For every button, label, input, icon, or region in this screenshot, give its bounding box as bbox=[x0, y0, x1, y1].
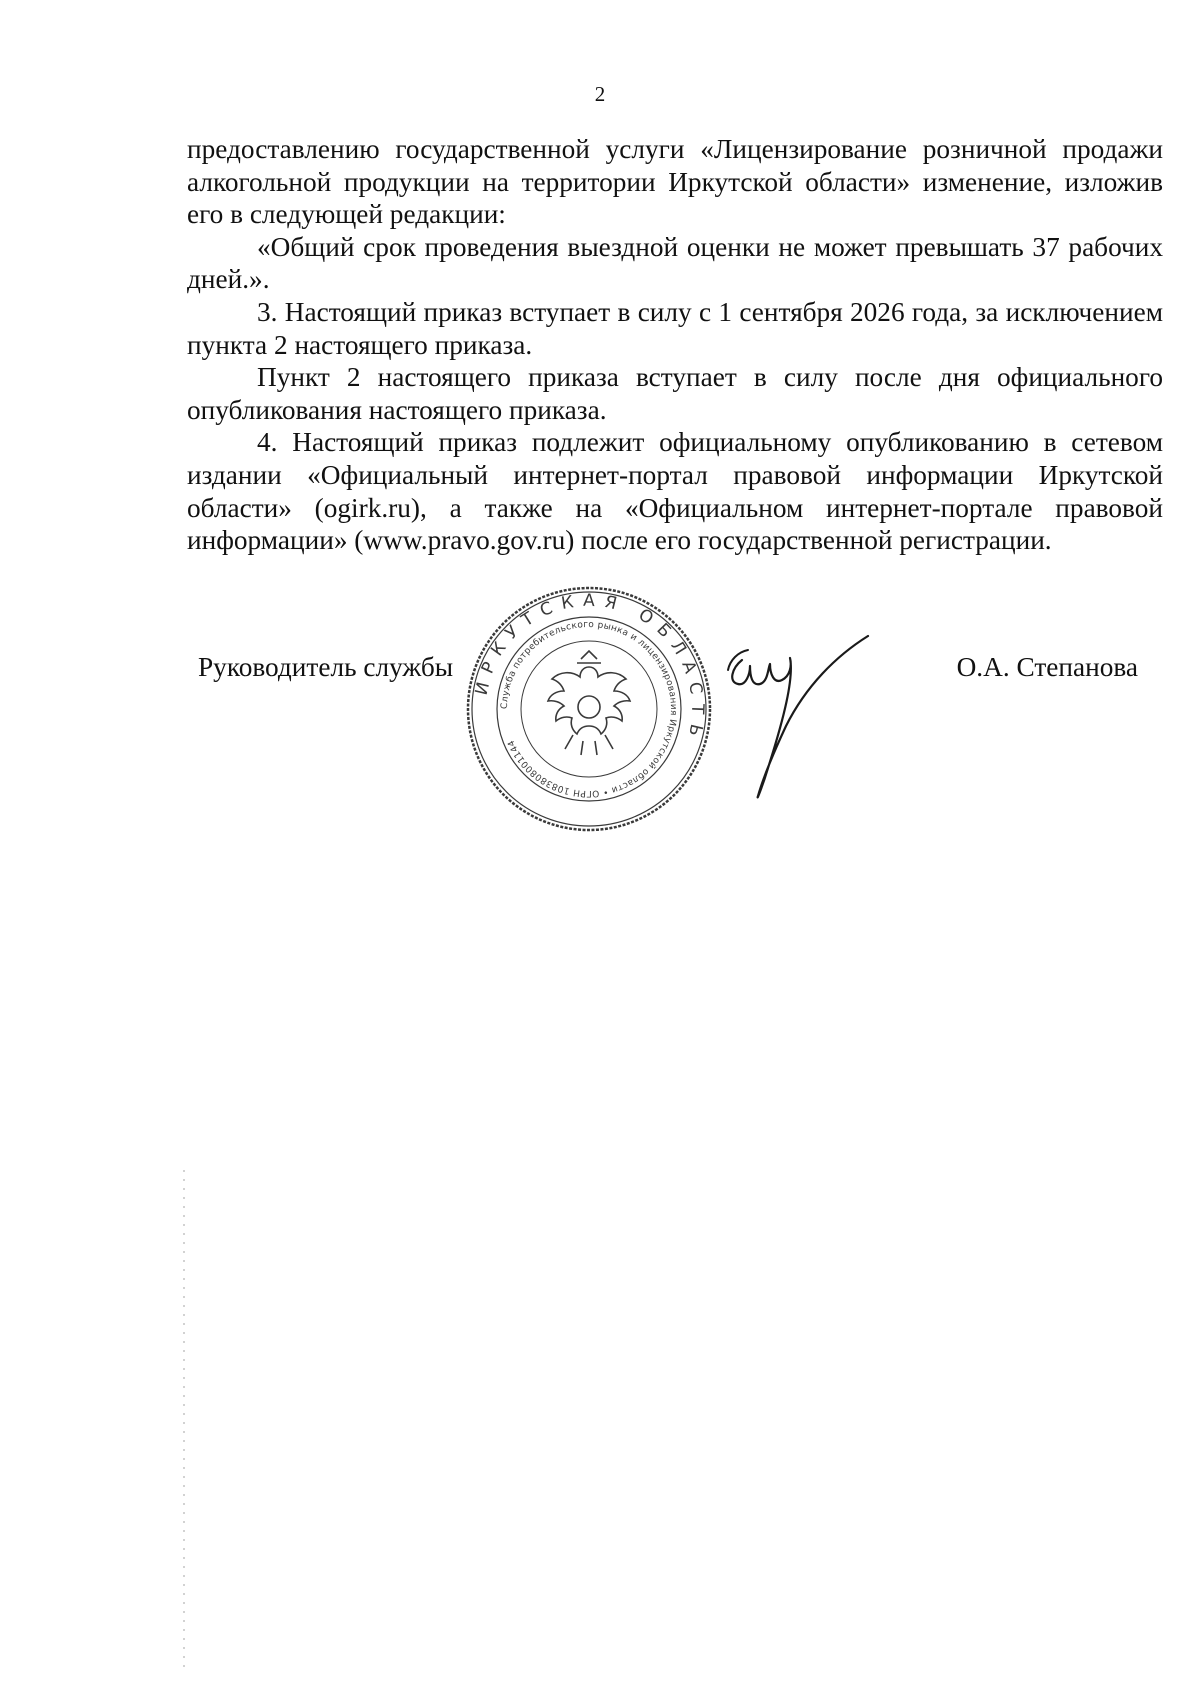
paragraph-item-4: 4. Настоящий приказ подлежит официальному опубликованию в сетевом издании «Официальный интернет-портал правовой информации Иркутской области» (ogirk.ru), а также на «Официальном интернет-портале правовой информации» (www.pravo.gov.ru) после его государственной регистрации. bbox=[187, 427, 1163, 556]
scan-margin-artifact bbox=[182, 1170, 186, 1670]
page-number: 2 bbox=[594, 82, 606, 106]
seal-outer-text: ИРКУТСКАЯ ОБЛАСТЬ bbox=[471, 590, 708, 747]
svg-text:Служба потребительского рынка bbox=[500, 620, 678, 798]
handwritten-signature bbox=[720, 630, 900, 830]
official-seal-stamp bbox=[465, 585, 713, 833]
signer-name: О.А. Степанова bbox=[956, 652, 1138, 682]
paragraph-item-3: 3. Настоящий приказ вступает в силу с 1 сентября 2026 года, за исключением пункта 2 настоящего приказа. bbox=[187, 296, 1163, 360]
paragraph-quoted-amendment: «Общий срок проведения выездной оценки не может превышать 37 рабочих дней.». bbox=[187, 231, 1163, 295]
document-body bbox=[187, 133, 1163, 557]
signer-title: Руководитель службы bbox=[198, 652, 454, 682]
paragraph-item-2-effect: Пункт 2 настоящего приказа вступает в силу после дня официального опубликования настоящего приказа. bbox=[187, 362, 1163, 425]
coat-of-arms-icon bbox=[548, 651, 630, 755]
paragraph-continuation: предоставлению государственной услуги «Лицензирование розничной продажи алкогольной продукции на территории Иркутской области» изменение, изложив его в следующей редакции: bbox=[187, 134, 1163, 230]
seal-inner-text: Служба потребительского рынка и лицензирования Иркутской области • ОГРН 1083808001144 bbox=[499, 619, 679, 799]
